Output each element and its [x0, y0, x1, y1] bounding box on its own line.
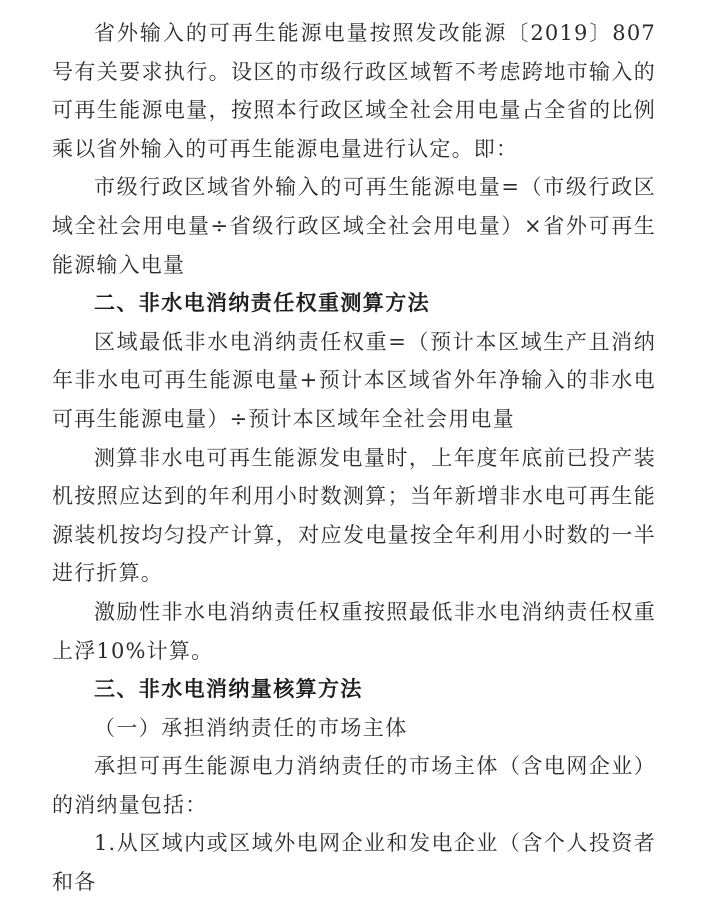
paragraph-item-1: 1.从区域内或区域外电网企业和发电企业（含个人投资者和各 [52, 831, 656, 895]
section-heading-accounting-method: 三、非水电消纳量核算方法 [94, 677, 363, 702]
section-heading-weight-method: 二、非水电消纳责任权重测算方法 [94, 291, 430, 316]
paragraph-formula-min-weight: 区域最低非水电消纳责任权重=（预计本区域生产且消纳年非水电可再生能源电量+预计本区域省外年净输入的非水电可再生能源电量）÷预计本区域年全社会用电量 [52, 329, 656, 431]
paragraph-formula-city-input: 市级行政区域省外输入的可再生能源电量=（市级行政区域全社会用电量÷省级行政区域全社会用电量）×省外可再生能源输入电量 [52, 175, 656, 277]
paragraph-provincial-input: 省外输入的可再生能源电量按照发改能源〔2019〕807号有关要求执行。设区的市级行政区域暂不考虑跨地市输入的可再生能源电量，按照本行政区域全社会用电量占全省的比例乘以省外输入的可再生能源电量进行认定。即： [52, 21, 656, 161]
paragraph-generation-calc: 测算非水电可再生能源发电量时，上年度年底前已投产装机按照应达到的年利用小时数测算；当年新增非水电可再生能源装机按均匀投产计算，对应发电量按全年利用小时数的一半进行折算。 [52, 445, 656, 586]
document-page [52, 14, 656, 902]
paragraph-consumption-includes: 承担可再生能源电力消纳责任的市场主体（含电网企业）的消纳量包括： [52, 754, 656, 817]
subsection-heading-market-entities: （一）承担消纳责任的市场主体 [94, 715, 408, 740]
paragraph-incentive-weight: 激励性非水电消纳责任权重按照最低非水电消纳责任权重上浮10%计算。 [52, 599, 656, 663]
